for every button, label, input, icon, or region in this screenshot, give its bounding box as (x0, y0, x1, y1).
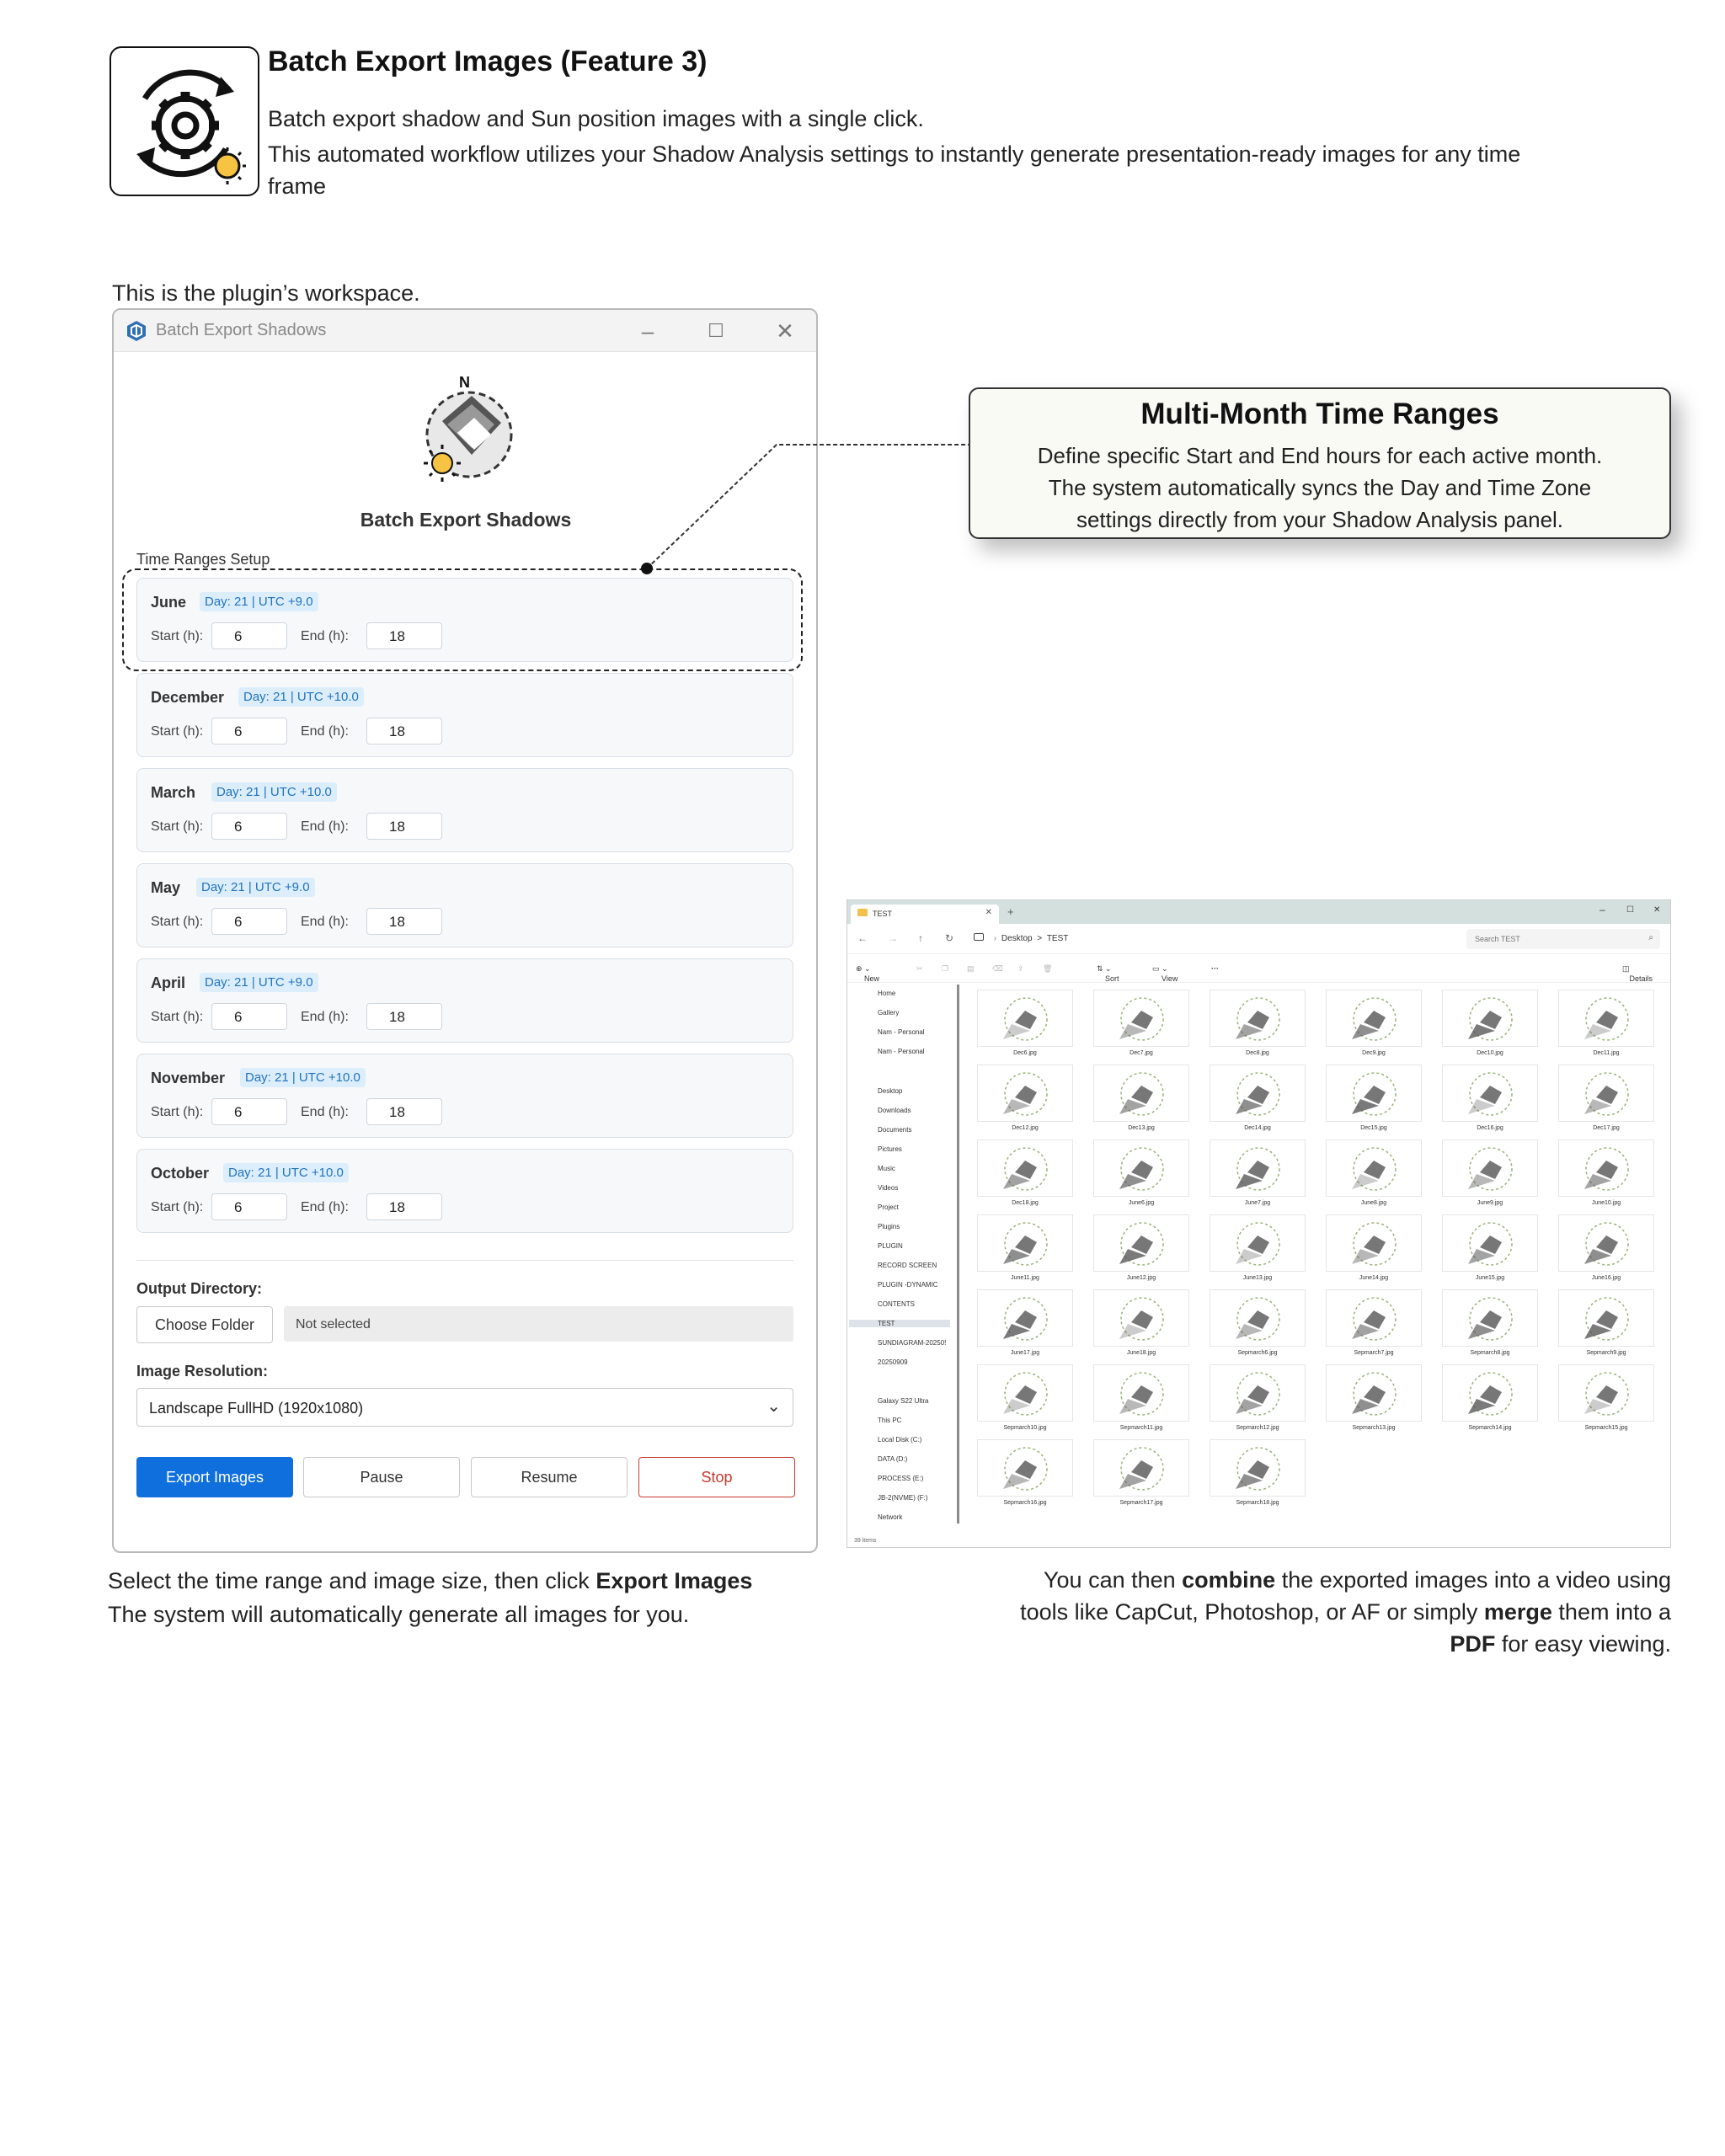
file-name: June10.jpg (1591, 1200, 1621, 1206)
nav-scrollbar[interactable] (957, 985, 959, 1524)
file-thumbnail[interactable] (974, 1364, 1076, 1438)
minimize-icon[interactable]: – (641, 318, 654, 344)
file-thumbnail[interactable] (1439, 1065, 1541, 1139)
file-name: Sepmarch11.jpg (1119, 1425, 1163, 1431)
image-preview-icon (1210, 1439, 1306, 1497)
nav-item[interactable]: Home (878, 990, 896, 997)
resolution-value: Landscape FullHD (1920x1080) (149, 1400, 364, 1417)
nav-item[interactable]: PLUGIN -DYNAMIC (878, 1281, 938, 1289)
end-hour-input[interactable]: 18 (366, 908, 442, 935)
new-button[interactable]: ⊕ New ⌄ (856, 964, 880, 983)
end-label: End (h): (301, 629, 349, 643)
end-hour-input[interactable]: 18 (366, 1193, 442, 1220)
callout-line2: The system automatically syncs the Day and Time Zone (1048, 475, 1592, 500)
share-icon[interactable]: ⇪ (1017, 964, 1024, 973)
image-preview-icon (1442, 1289, 1538, 1347)
nav-item[interactable]: CONTENTS (878, 1300, 915, 1308)
file-name: Dec11.jpg (1593, 1050, 1620, 1056)
stop-button[interactable]: Stop (638, 1457, 795, 1497)
file-name: June7.jpg (1244, 1200, 1271, 1206)
nav-item[interactable]: PROCESS (E:) (878, 1475, 924, 1482)
close-icon[interactable]: ✕ (1653, 905, 1661, 915)
file-thumbnail[interactable] (1439, 1364, 1541, 1438)
image-preview-icon (1442, 990, 1538, 1047)
start-label: Start (h): (151, 1200, 204, 1214)
explorer-command-bar (847, 954, 1670, 983)
start-hour-input[interactable]: 6 (211, 813, 287, 840)
file-name: June18.jpg (1126, 1350, 1156, 1356)
file-name: Sepmarch18.jpg (1236, 1500, 1279, 1506)
image-preview-icon (1442, 1139, 1538, 1197)
maximize-icon[interactable]: ☐ (1626, 905, 1634, 915)
export-images-button[interactable]: Export Images (136, 1457, 293, 1497)
pause-button[interactable]: Pause (303, 1457, 460, 1497)
file-thumbnail[interactable] (1322, 990, 1425, 1064)
file-name: Sepmarch10.jpg (1003, 1425, 1047, 1431)
file-thumbnail[interactable] (1322, 1364, 1425, 1438)
file-thumbnail[interactable] (1555, 1289, 1658, 1364)
file-name: June16.jpg (1591, 1275, 1621, 1281)
explorer-tab[interactable] (851, 905, 999, 924)
image-preview-icon (977, 1439, 1073, 1497)
image-preview-icon (1558, 1139, 1654, 1197)
nav-item[interactable]: Local Disk (C:) (878, 1436, 922, 1444)
file-thumbnail[interactable] (1090, 1065, 1193, 1139)
start-hour-input[interactable]: 6 (211, 1098, 287, 1125)
month-card-may (136, 863, 793, 947)
file-name: Dec7.jpg (1130, 1050, 1153, 1056)
breadcrumb[interactable]: › Desktop > TEST (974, 933, 1068, 943)
plugin-title: Batch Export Shadows (360, 509, 572, 531)
month-card-march (136, 768, 793, 852)
file-thumbnail[interactable] (1206, 1364, 1309, 1438)
file-thumbnail[interactable] (974, 1439, 1076, 1513)
file-name: Sepmarch8.jpg (1470, 1350, 1510, 1356)
file-thumbnail[interactable] (974, 1065, 1076, 1139)
plugin-logo-icon (409, 371, 526, 488)
file-name: June9.jpg (1477, 1200, 1503, 1206)
image-preview-icon (1210, 1289, 1306, 1347)
nav-item[interactable]: PLUGIN (878, 1242, 903, 1250)
image-preview-icon (1326, 1364, 1422, 1422)
image-preview-icon (1093, 1439, 1189, 1497)
image-preview-icon (1210, 1065, 1306, 1122)
divider (136, 1260, 793, 1261)
more-options-icon[interactable]: ··· (1211, 964, 1219, 973)
file-name: Sepmarch9.jpg (1586, 1350, 1626, 1356)
image-preview-icon (977, 1214, 1073, 1272)
file-explorer-window (846, 899, 1671, 1548)
back-icon[interactable]: ← (857, 932, 868, 944)
image-preview-icon (1093, 1214, 1189, 1272)
up-icon[interactable]: ↑ (918, 932, 923, 944)
day-utc-badge: Day: 21 | UTC +10.0 (211, 782, 337, 802)
image-preview-icon (1210, 1364, 1306, 1422)
file-thumbnail[interactable] (1322, 1065, 1425, 1139)
feature-title: Batch Export Images (Feature 3) (268, 45, 708, 77)
explorer-tabbar (847, 900, 1670, 924)
end-label: End (h): (301, 915, 349, 929)
start-hour-input[interactable]: 6 (211, 1003, 287, 1030)
close-tab-icon[interactable]: ✕ (985, 908, 992, 917)
image-preview-icon (1326, 990, 1422, 1047)
file-thumbnail[interactable] (974, 1214, 1076, 1289)
file-thumbnail[interactable] (1439, 1139, 1541, 1214)
file-thumbnail[interactable] (1555, 1139, 1658, 1214)
batch-export-window (112, 308, 818, 1553)
nav-item[interactable]: Nam - Personal (878, 1028, 925, 1036)
file-thumbnail[interactable] (1206, 1439, 1309, 1513)
file-name: Dec9.jpg (1362, 1050, 1386, 1056)
export-tips: You can then combine the exported images into a video using tools like CapCut, Photoshop, or AF or simply merge them into a PDF for easy viewing. (1020, 1567, 1671, 1657)
month-name: October (151, 1165, 210, 1182)
file-name: Dec8.jpg (1246, 1050, 1269, 1056)
north-label: N (459, 374, 470, 391)
file-thumbnail[interactable] (1439, 1289, 1541, 1364)
end-label: End (h): (301, 1105, 349, 1119)
image-preview-icon (1442, 1364, 1538, 1422)
nav-item[interactable]: DATA (D:) (878, 1455, 908, 1463)
file-name: Sepmarch6.jpg (1237, 1350, 1278, 1356)
nav-item-selected[interactable]: TEST (849, 1320, 950, 1327)
window-titlebar[interactable] (114, 310, 816, 352)
file-name: June8.jpg (1360, 1200, 1387, 1206)
image-preview-icon (1093, 1139, 1189, 1197)
image-preview-icon (1558, 1364, 1654, 1422)
callout-line3: settings directly from your Shadow Analysis panel. (1076, 507, 1564, 532)
image-resolution-label: Image Resolution: (136, 1363, 269, 1380)
details-button[interactable]: ◫ Details (1622, 964, 1653, 983)
sort-button[interactable]: ⇅ Sort ⌄ (1097, 964, 1119, 983)
end-hour-input[interactable]: 18 (366, 718, 442, 744)
file-name: Sepmarch12.jpg (1236, 1425, 1279, 1431)
file-name: June15.jpg (1475, 1275, 1505, 1281)
file-name: Dec16.jpg (1477, 1125, 1503, 1131)
nav-item[interactable]: Music (878, 1165, 895, 1172)
callout-title: Multi-Month Time Ranges (1140, 398, 1499, 430)
file-thumbnail[interactable] (1322, 1139, 1425, 1214)
file-thumbnail[interactable] (1555, 1364, 1658, 1438)
folder-icon (857, 909, 868, 916)
month-name: June (151, 594, 187, 611)
image-preview-icon (1210, 990, 1306, 1047)
file-name: Dec15.jpg (1360, 1125, 1387, 1131)
search-icon: ⌕ (1648, 933, 1653, 942)
start-hour-input[interactable]: 6 (211, 1193, 287, 1220)
nav-item[interactable]: SUNDIAGRAM-20250! (878, 1339, 947, 1347)
image-preview-icon (977, 1364, 1073, 1422)
image-preview-icon (1558, 1065, 1654, 1122)
image-preview-icon (977, 990, 1073, 1047)
day-utc-badge: Day: 21 | UTC +9.0 (196, 878, 315, 897)
file-name: Dec14.jpg (1244, 1125, 1271, 1131)
file-name: Sepmarch15.jpg (1584, 1425, 1628, 1431)
month-name: November (151, 1070, 226, 1086)
start-label: Start (h): (151, 915, 204, 929)
day-utc-badge: Day: 21 | UTC +9.0 (200, 592, 318, 611)
file-thumbnail[interactable] (1090, 1289, 1193, 1364)
image-preview-icon (1326, 1065, 1422, 1122)
image-resolution-select[interactable] (136, 1388, 793, 1427)
file-thumbnail[interactable] (974, 990, 1076, 1064)
file-thumbnail[interactable] (1555, 1214, 1658, 1289)
nav-item[interactable]: RECORD SCREEN (878, 1262, 937, 1269)
file-name: Dec6.jpg (1013, 1050, 1037, 1056)
image-preview-icon (1210, 1139, 1306, 1197)
new-tab-icon[interactable]: + (1007, 905, 1014, 918)
day-utc-badge: Day: 21 | UTC +9.0 (200, 973, 318, 992)
start-hour-input[interactable]: 6 (211, 718, 287, 744)
day-utc-badge: Day: 21 | UTC +10.0 (223, 1163, 349, 1182)
month-card-november (136, 1054, 793, 1138)
maximize-icon[interactable]: ☐ (708, 320, 724, 341)
file-name: Dec13.jpg (1128, 1125, 1155, 1131)
cut-icon[interactable]: ✂ (916, 964, 923, 973)
file-thumbnail[interactable] (1090, 1439, 1193, 1513)
month-name: March (151, 784, 196, 801)
chevron-down-icon: ⌄ (766, 1397, 781, 1416)
nav-item[interactable]: Plugins (878, 1223, 900, 1230)
file-name: Sepmarch13.jpg (1352, 1425, 1396, 1431)
batch-export-gear-icon (109, 46, 259, 196)
file-name: June12.jpg (1126, 1275, 1156, 1281)
start-hour-input[interactable]: 6 (211, 622, 287, 649)
file-thumbnail[interactable] (1206, 1139, 1309, 1214)
file-name: Dec12.jpg (1012, 1125, 1039, 1131)
image-preview-icon (977, 1289, 1073, 1347)
start-label: Start (h): (151, 724, 204, 739)
file-thumbnail[interactable] (1090, 990, 1193, 1064)
end-hour-input[interactable]: 18 (366, 1003, 442, 1030)
pc-icon (974, 933, 984, 941)
file-name: June13.jpg (1242, 1275, 1273, 1281)
explorer-address-bar (847, 924, 1670, 954)
image-preview-icon (977, 1139, 1073, 1197)
image-preview-icon (1558, 990, 1654, 1047)
explorer-nav-pane (847, 983, 955, 1526)
file-thumbnail[interactable] (1090, 1214, 1193, 1289)
image-preview-icon (1210, 1214, 1306, 1272)
day-utc-badge: Day: 21 | UTC +10.0 (240, 1068, 366, 1087)
file-thumbnail[interactable] (1439, 1214, 1541, 1289)
file-thumbnail[interactable] (1555, 990, 1658, 1064)
file-name: Sepmarch16.jpg (1003, 1500, 1047, 1506)
image-preview-icon (1093, 990, 1189, 1047)
start-label: Start (h): (151, 819, 204, 834)
close-icon[interactable]: ✕ (776, 318, 794, 344)
file-thumbnail[interactable] (1206, 1065, 1309, 1139)
image-preview-icon (1442, 1214, 1538, 1272)
month-card-december (136, 673, 793, 757)
file-thumbnail[interactable] (1439, 990, 1541, 1064)
end-hour-input[interactable]: 18 (366, 1098, 442, 1125)
output-directory-field: Not selected (284, 1306, 793, 1342)
nav-item[interactable]: Pictures (878, 1145, 902, 1153)
image-preview-icon (1442, 1065, 1538, 1122)
start-label: Start (h): (151, 629, 204, 643)
nav-item[interactable]: Nam - Personal (878, 1048, 925, 1055)
day-utc-badge: Day: 21 | UTC +10.0 (238, 687, 364, 707)
nav-item[interactable]: Documents (878, 1126, 912, 1134)
month-card-april (136, 958, 793, 1043)
forward-icon[interactable]: → (888, 932, 898, 944)
file-name: Sepmarch7.jpg (1354, 1350, 1394, 1356)
tab-label: TEST (873, 910, 893, 918)
nav-item[interactable]: Gallery (878, 1009, 900, 1017)
file-thumbnail[interactable] (1206, 1289, 1309, 1364)
feature-description-line1: Batch export shadow and Sun position images with a single click. (268, 106, 924, 131)
nav-item[interactable]: 20250909 (878, 1358, 908, 1366)
image-preview-icon (1558, 1214, 1654, 1272)
file-name: Sepmarch17.jpg (1119, 1500, 1163, 1506)
file-name: June14.jpg (1359, 1275, 1389, 1281)
file-name: June11.jpg (1011, 1275, 1039, 1281)
breadcrumb-desktop[interactable]: Desktop (1001, 934, 1033, 943)
file-name: Dec10.jpg (1477, 1050, 1503, 1056)
end-hour-input[interactable]: 18 (366, 813, 442, 840)
multi-month-callout (969, 387, 1671, 539)
file-thumbnail[interactable] (974, 1289, 1076, 1364)
nav-item[interactable]: Project (878, 1203, 899, 1211)
resume-button[interactable]: Resume (471, 1457, 628, 1497)
file-name: June17.jpg (1010, 1350, 1040, 1356)
delete-icon[interactable]: 🗑 (1043, 964, 1053, 973)
end-hour-input[interactable]: 18 (366, 622, 442, 649)
june-highlight-box (122, 568, 803, 671)
start-hour-input[interactable]: 6 (211, 908, 287, 935)
image-preview-icon (1326, 1289, 1422, 1347)
file-thumbnail[interactable] (1090, 1364, 1193, 1438)
view-button[interactable]: ▭ View ⌄ (1152, 964, 1178, 983)
nav-item[interactable]: This PC (878, 1417, 902, 1424)
file-name: Dec18.jpg (1012, 1200, 1039, 1206)
end-label: End (h): (301, 1010, 349, 1024)
image-preview-icon (977, 1065, 1073, 1122)
image-preview-icon (1326, 1214, 1422, 1272)
nav-item[interactable]: Downloads (878, 1107, 911, 1114)
image-preview-icon (1558, 1289, 1654, 1347)
time-ranges-header: Time Ranges Setup (136, 551, 270, 568)
copy-icon[interactable]: ❐ (942, 964, 949, 973)
file-thumbnail[interactable] (1555, 1065, 1658, 1139)
callout-line1: Define specific Start and End hours for each active month. (1037, 443, 1603, 468)
file-thumbnail[interactable] (1322, 1214, 1425, 1289)
file-thumbnail[interactable] (1322, 1289, 1425, 1364)
window-title: Batch Export Shadows (156, 321, 327, 339)
start-label: Start (h): (151, 1105, 204, 1119)
rename-icon[interactable]: ⌫ (992, 964, 1003, 973)
file-thumbnail[interactable] (974, 1139, 1076, 1214)
workspace-instructions: Select the time range and image size, then click Export Images The system will automatically generate all images for you. (108, 1568, 753, 1627)
file-name: Dec17.jpg (1593, 1125, 1620, 1131)
file-name: Sepmarch14.jpg (1468, 1425, 1512, 1431)
nav-item[interactable]: Network (878, 1513, 903, 1521)
month-name: April (151, 974, 186, 991)
file-thumbnail[interactable] (1206, 990, 1309, 1064)
image-preview-icon (1093, 1289, 1189, 1347)
month-name: May (151, 879, 181, 896)
file-thumbnail-grid (974, 985, 1664, 1524)
breadcrumb-test[interactable]: TEST (1046, 934, 1069, 943)
nav-item[interactable]: Galaxy S22 Ultra (878, 1397, 929, 1405)
sketchup-app-icon (126, 320, 147, 342)
image-preview-icon (1093, 1065, 1189, 1122)
nav-item[interactable]: JB-2(NVME) (F:) (878, 1494, 928, 1502)
start-label: Start (h): (151, 1010, 204, 1024)
month-name: December (151, 689, 225, 706)
nav-item[interactable]: Desktop (878, 1087, 903, 1095)
paste-icon[interactable]: ▤ (967, 964, 975, 973)
image-preview-icon (1326, 1139, 1422, 1197)
output-directory-label: Output Directory: (136, 1280, 263, 1297)
end-label: End (h): (301, 724, 349, 739)
nav-item[interactable]: Videos (878, 1184, 899, 1192)
minimize-icon[interactable]: – (1599, 904, 1605, 915)
end-label: End (h): (301, 1200, 349, 1214)
file-thumbnail[interactable] (1090, 1139, 1193, 1214)
image-preview-icon (1093, 1364, 1189, 1422)
file-thumbnail[interactable] (1206, 1214, 1309, 1289)
search-input[interactable]: Search TEST ⌕ (1466, 929, 1660, 949)
end-label: End (h): (301, 819, 349, 834)
feature-description-line2: This automated workflow utilizes your Shadow Analysis settings to instantly generate presentation-ready images for any time frame (268, 141, 1521, 199)
file-name: June6.jpg (1128, 1200, 1155, 1206)
refresh-icon[interactable]: ↻ (945, 932, 954, 944)
workspace-caption: This is the plugin’s workspace. (112, 280, 420, 306)
month-card-october (136, 1149, 793, 1233)
item-count: 39 items (854, 1538, 877, 1544)
choose-folder-button[interactable]: Choose Folder (136, 1306, 273, 1343)
